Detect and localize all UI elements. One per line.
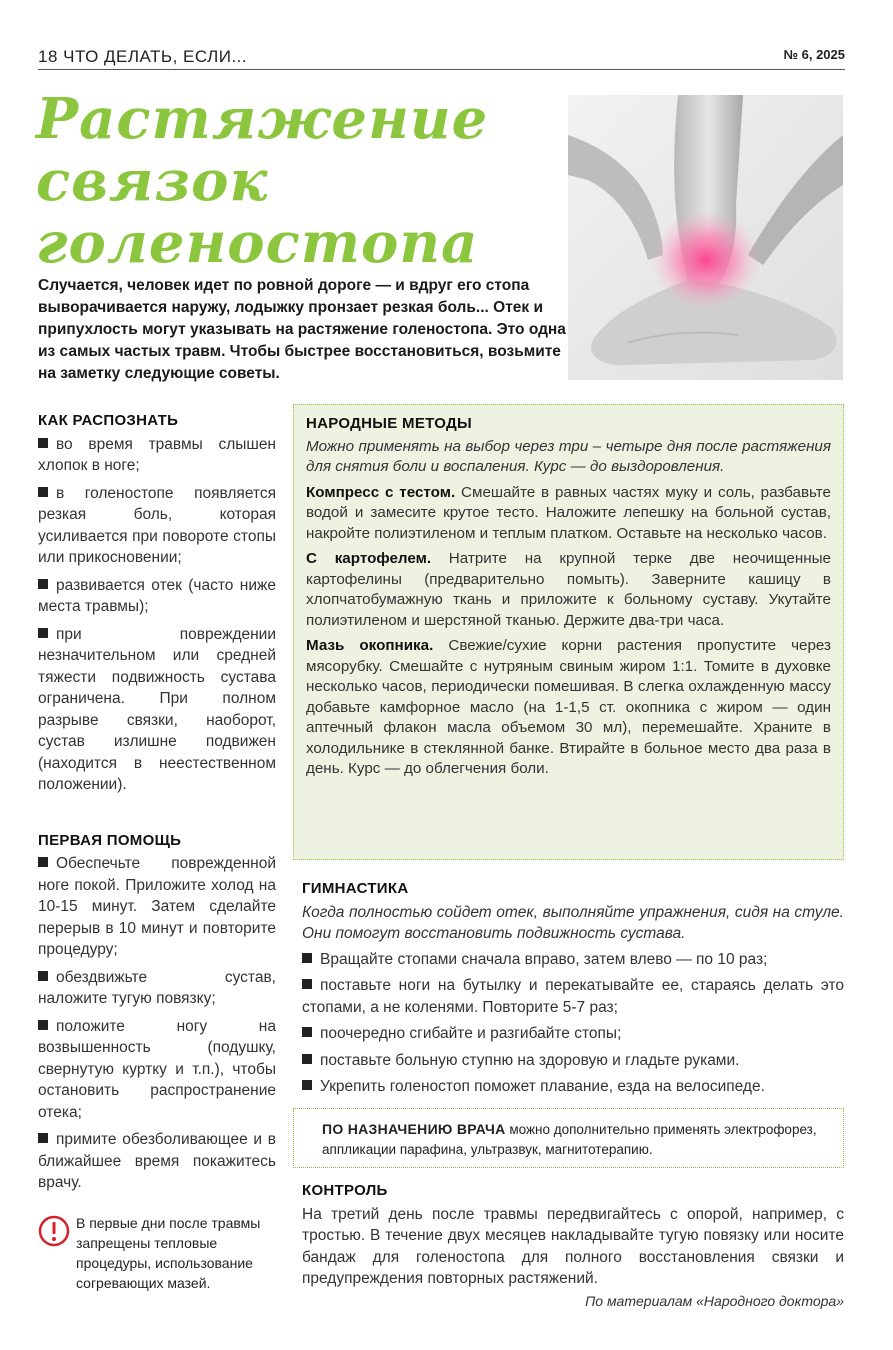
gym-heading: ГИМНАСТИКА xyxy=(302,880,409,897)
header-divider xyxy=(38,69,845,70)
list-item: положите ногу на возвышенность (подушку, свернутую куртку и т.п.), чтобы остановить распространение отека; xyxy=(38,1017,276,1121)
bullet-square-icon xyxy=(38,628,48,638)
article-title xyxy=(36,88,556,274)
method-paragraph: Мазь окопника. Свежие/сухие корни растения пропустите через мясорубку. Смешайте с нутряным свиным жиром 1:1. Томите в духовке несколько часов, периодически помешивая. В слегка охлажденную массу добавьте камфорное масло (на 1-1,5 ст. окопника с жиром — один аптечный флакон масла объемом 30 мл), перемешайте. Храните в холодильнике в стеклянной банке. Втирайте в больное место два раза в день. Курс — до облегчения боли. xyxy=(306,637,831,777)
bullet-square-icon xyxy=(38,857,48,867)
control-heading: КОНТРОЛЬ xyxy=(302,1182,388,1199)
list-item: примите обезболивающее и в ближайшее время покажитесь врачу. xyxy=(38,1131,276,1191)
bullet-square-icon xyxy=(302,1027,312,1037)
list-item: Вращайте стопами сначала вправо, затем влево — по 10 раз; xyxy=(302,949,844,971)
control-section xyxy=(302,1180,844,1312)
doctor-note-box xyxy=(293,1108,844,1168)
exclamation-icon xyxy=(38,1215,70,1247)
title-line-2: связок xyxy=(36,148,269,214)
list-item: в голеностопе появляется резкая боль, которая усиливается при повороте стопы или прикосновении; xyxy=(38,484,276,566)
gym-intro: Когда полностью сойдет отек, выполняйте упражнения, сидя на стуле. Они помогут восстановить подвижность сустава. xyxy=(302,903,844,942)
ankle-illustration xyxy=(568,95,843,380)
bullet-square-icon xyxy=(38,1133,48,1143)
doctor-note-lead: ПО НАЗНАЧЕНИЮ ВРАЧА xyxy=(322,1121,506,1137)
title-line-1: Растяжение xyxy=(36,86,489,152)
list-item: поочередно сгибайте и разгибайте стопы; xyxy=(302,1023,844,1045)
section-header: 18 ЧТО ДЕЛАТЬ, ЕСЛИ... xyxy=(38,47,248,66)
left-column xyxy=(38,410,276,1200)
list-item: при повреждении незначительном или средней тяжести подвижность сустава ограничена. При полном разрыве связки, наоборот, сустав излишне подвижен (находится в неестественном положении). xyxy=(38,625,276,793)
control-text: На третий день после травмы передвигайтесь с опорой, например, с тростью. В течение двух месяцев накладывайте тугую повязку или носите бандаж для голеностопа для полного восстановления связки и предупреждения повторных растяжений. xyxy=(302,1205,844,1287)
gymnastics-section xyxy=(302,878,844,1103)
method-name: С картофелем. xyxy=(306,550,432,567)
folk-heading: НАРОДНЫЕ МЕТОДЫ xyxy=(306,415,472,432)
first-aid-heading: ПЕРВАЯ ПОМОЩЬ xyxy=(38,831,182,849)
method-paragraph: Компресс с тестом. Смешайте в равных частях муку и соль, разбавьте водой и замесите крутое тесто. Наложите лепешку на больной сустав, накройте полиэтиленом и теплым платком. Оставьте на несколько часов. xyxy=(306,483,831,542)
bullet-square-icon xyxy=(38,438,48,448)
issue-number: № 6, 2025 xyxy=(783,47,845,62)
folk-intro: Можно применять на выбор через три – четыре дня после растяжения для снятия боли и воспаления. Курс — до выздоровления. xyxy=(306,437,831,475)
bullet-square-icon xyxy=(302,1054,312,1064)
bullet-square-icon xyxy=(302,979,312,989)
bullet-square-icon xyxy=(38,579,48,589)
warning-text: В первые дни после травмы запрещены тепловые процедуры, использование согревающих мазей. xyxy=(76,1215,261,1291)
source-credit: По материалам «Народного доктора» xyxy=(585,1292,844,1309)
bullet-square-icon xyxy=(302,953,312,963)
list-item: Обеспечьте поврежденной ноге покой. Приложите холод на 10-15 минут. Затем сделайте перерыв в 10 минут и повторите процедуру; xyxy=(38,855,276,958)
bullet-square-icon xyxy=(302,1080,312,1090)
list-item: во время травмы слышен хлопок в ноге; xyxy=(38,435,276,474)
list-item: Укрепить голеностоп поможет плавание, езда на велосипеде. xyxy=(302,1076,844,1098)
list-item: обездвижьте сустав, наложите тугую повязку; xyxy=(38,968,276,1007)
bullet-square-icon xyxy=(38,487,48,497)
ankle-photo xyxy=(568,95,843,380)
recognize-heading: КАК РАСПОЗНАТЬ xyxy=(38,412,179,429)
method-name: Компресс с тестом. xyxy=(306,483,456,501)
bullet-square-icon xyxy=(38,1020,48,1030)
list-item: развивается отек (часто ниже места травмы); xyxy=(38,576,276,615)
folk-methods-box xyxy=(293,404,844,860)
list-item: поставьте ноги на бутылку и перекатывайте ее, стараясь делать это стопами, а не коленями. Повторите 5-7 раз; xyxy=(302,977,844,1016)
method-name: Мазь окопника. xyxy=(306,637,434,654)
doctor-note-text: можно дополнительно применять электрофорез, аппликации парафина, ультразвук, магнитотерапию. xyxy=(322,1122,817,1157)
bullet-square-icon xyxy=(38,971,48,981)
warning-note xyxy=(38,1213,278,1293)
method-paragraph: С картофелем. Натрите на крупной терке две неочищенные картофелины (предварительно помыть). Заверните кашицу в хлопчатобумажную ткань и приложите к больному суставу. Укутайте полиэтиленом и шерстяной тканью. Держите два-три часа. xyxy=(306,550,831,629)
list-item: поставьте больную ступню на здоровую и гладьте руками. xyxy=(302,1050,844,1072)
article-lead: Случается, человек идет по ровной дороге — и вдруг его стопа выворачивается наружу, лодыжку пронзает резкая боль... Отек и припухлость могут указывать на растяжение голеностопа. Это одна из самых частых травм. Чтобы быстрее восстановиться, возьмите на заметку следующие советы. xyxy=(38,277,566,382)
title-line-3: голеностопа xyxy=(36,210,479,276)
